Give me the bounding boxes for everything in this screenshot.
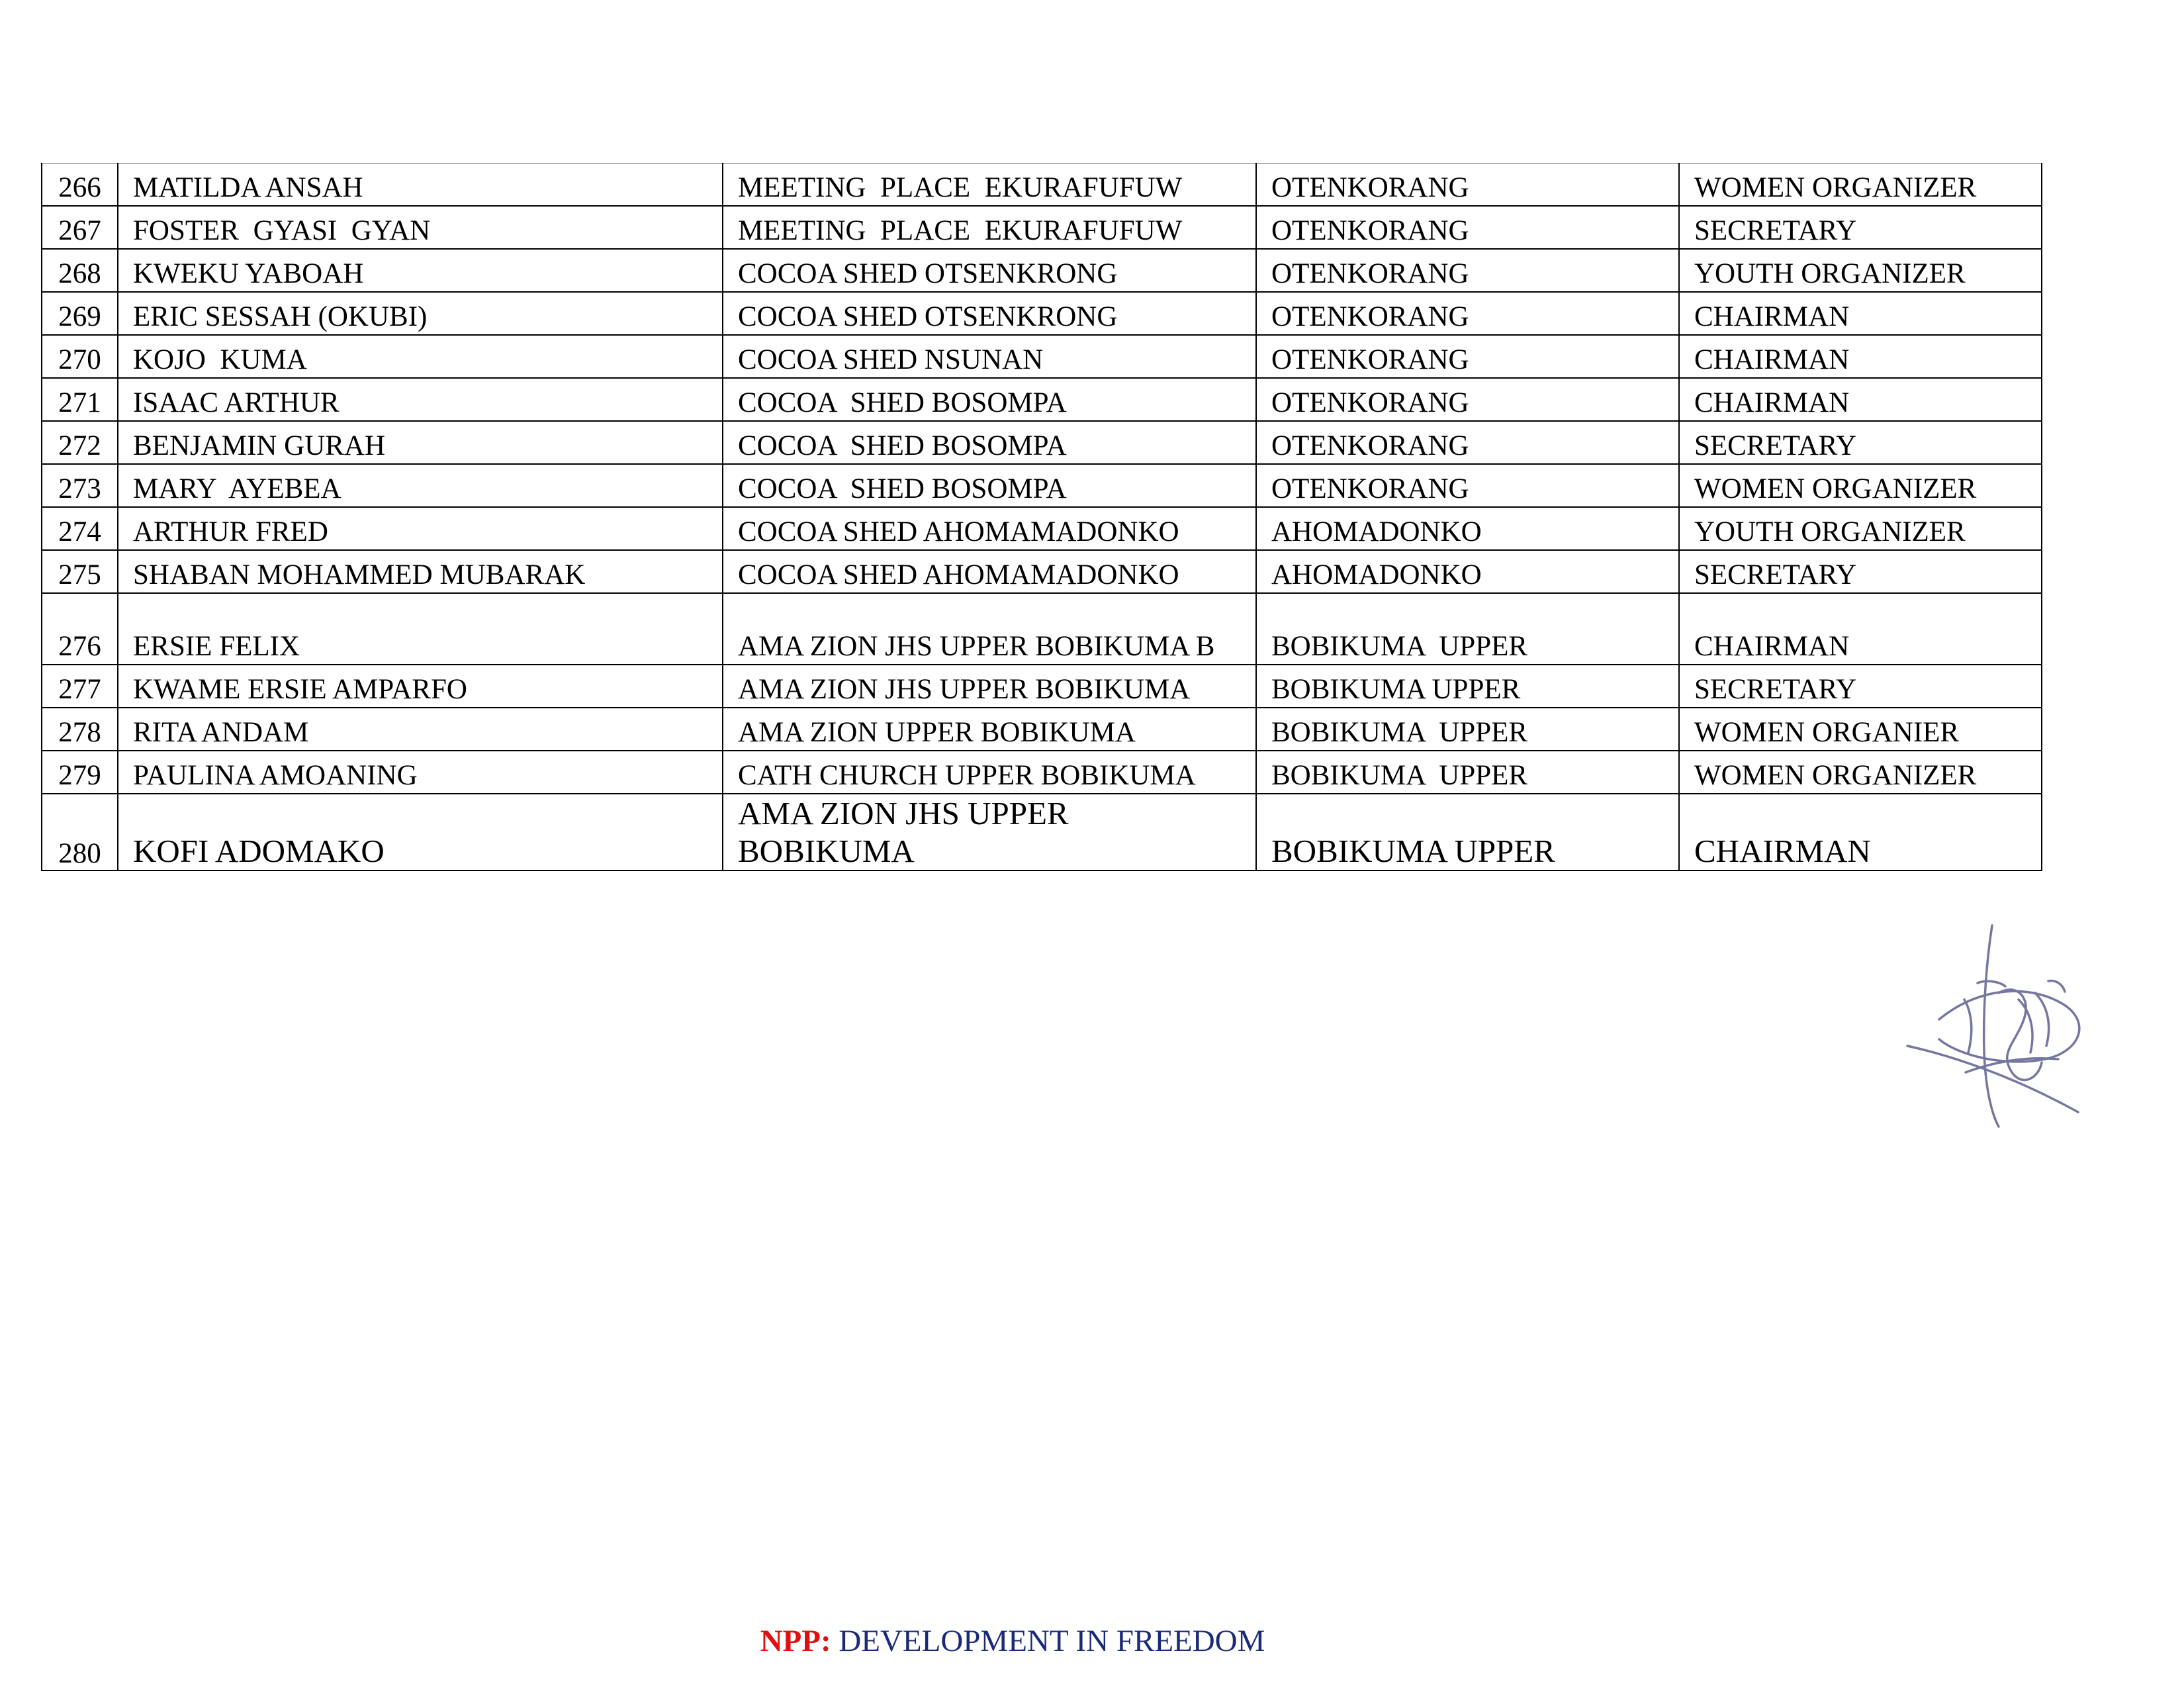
polling-station: AMA ZION JHS UPPER BOBIKUMA [723,665,1256,708]
table-row [42,550,2042,593]
row-number: 271 [42,378,118,421]
position: SECRETARY [1679,550,2042,593]
member-name: ERIC SESSAH (OKUBI) [118,292,723,335]
position: WOMEN ORGANIZER [1679,464,2042,507]
position: CHAIRMAN [1679,335,2042,378]
row-number: 278 [42,708,118,751]
table-row [42,164,2042,207]
row-number: 276 [42,593,118,665]
row-number: 268 [42,249,118,292]
position: WOMEN ORGANIZER [1679,751,2042,794]
electoral-area: OTENKORANG [1256,249,1679,292]
table-row [42,507,2042,550]
table-row [42,751,2042,794]
polling-station: COCOA SHED OTSENKRONG [723,249,1256,292]
position: YOUTH ORGANIZER [1679,507,2042,550]
row-number: 272 [42,421,118,464]
electoral-area: OTENKORANG [1256,464,1679,507]
electoral-area: OTENKORANG [1256,292,1679,335]
polling-station: MEETING PLACE EKURAFUFUW [723,206,1256,249]
table-row [42,665,2042,708]
table-row [42,249,2042,292]
electoral-area: OTENKORANG [1256,421,1679,464]
row-number: 266 [42,164,118,207]
position: CHAIRMAN [1679,593,2042,665]
member-name: KWAME ERSIE AMPARFO [118,665,723,708]
electoral-area: OTENKORANG [1256,378,1679,421]
electoral-area: BOBIKUMA UPPER [1256,751,1679,794]
party-name: NPP: [760,1624,831,1658]
position: SECRETARY [1679,421,2042,464]
table-row [42,292,2042,335]
electoral-area: BOBIKUMA UPPER [1256,794,1679,870]
polling-station: CATH CHURCH UPPER BOBIKUMA [723,751,1256,794]
polling-station: COCOA SHED AHOMAMADONKO [723,550,1256,593]
position: SECRETARY [1679,665,2042,708]
position: YOUTH ORGANIZER [1679,249,2042,292]
position: WOMEN ORGANIER [1679,708,2042,751]
polling-station: COCOA SHED BOSOMPA [723,464,1256,507]
electoral-area: OTENKORANG [1256,164,1679,207]
table-row [42,464,2042,507]
row-number: 273 [42,464,118,507]
position: WOMEN ORGANIZER [1679,164,2042,207]
row-number: 280 [42,794,118,870]
member-name: MARY AYEBEA [118,464,723,507]
member-name: PAULINA AMOANING [118,751,723,794]
member-name: FOSTER GYASI GYAN [118,206,723,249]
electoral-area: BOBIKUMA UPPER [1256,665,1679,708]
position: CHAIRMAN [1679,794,2042,870]
electoral-area: BOBIKUMA UPPER [1256,593,1679,665]
polling-station: AMA ZION UPPER BOBIKUMA [723,708,1256,751]
polling-station: COCOA SHED NSUNAN [723,335,1256,378]
table-row [42,378,2042,421]
polling-station: COCOA SHED BOSOMPA [723,378,1256,421]
polling-station: AMA ZION JHS UPPER BOBIKUMA [723,794,1256,870]
polling-station: COCOA SHED BOSOMPA [723,421,1256,464]
table-row [42,794,2042,870]
row-number: 267 [42,206,118,249]
polling-station: COCOA SHED AHOMAMADONKO [723,507,1256,550]
polling-station: MEETING PLACE EKURAFUFUW [723,164,1256,207]
signature-strokes [1907,925,2079,1127]
table-row [42,335,2042,378]
member-name: MATILDA ANSAH [118,164,723,207]
member-name: BENJAMIN GURAH [118,421,723,464]
electoral-area: AHOMADONKO [1256,507,1679,550]
row-number: 277 [42,665,118,708]
row-number: 269 [42,292,118,335]
table-row [42,708,2042,751]
polling-station: AMA ZION JHS UPPER BOBIKUMA B [723,593,1256,665]
member-name: SHABAN MOHAMMED MUBARAK [118,550,723,593]
electoral-area: OTENKORANG [1256,335,1679,378]
member-name: RITA ANDAM [118,708,723,751]
footer [0,1626,2025,1657]
table-row [42,593,2042,665]
row-number: 274 [42,507,118,550]
electoral-area: AHOMADONKO [1256,550,1679,593]
member-name: ISAAC ARTHUR [118,378,723,421]
position: SECRETARY [1679,206,2042,249]
table-row [42,206,2042,249]
member-name: KWEKU YABOAH [118,249,723,292]
row-number: 270 [42,335,118,378]
member-name: KOJO KUMA [118,335,723,378]
row-number: 279 [42,751,118,794]
member-name: ARTHUR FRED [118,507,723,550]
electoral-area: OTENKORANG [1256,206,1679,249]
party-slogan: DEVELOPMENT IN FREEDOM [831,1624,1265,1658]
polling-station: COCOA SHED OTSENKRONG [723,292,1256,335]
electoral-area: BOBIKUMA UPPER [1256,708,1679,751]
table-row [42,421,2042,464]
member-name: ERSIE FELIX [118,593,723,665]
officers-table [41,163,2042,871]
row-number: 275 [42,550,118,593]
position: CHAIRMAN [1679,378,2042,421]
position: CHAIRMAN [1679,292,2042,335]
member-name: KOFI ADOMAKO [118,794,723,870]
signature [1899,920,2098,1132]
